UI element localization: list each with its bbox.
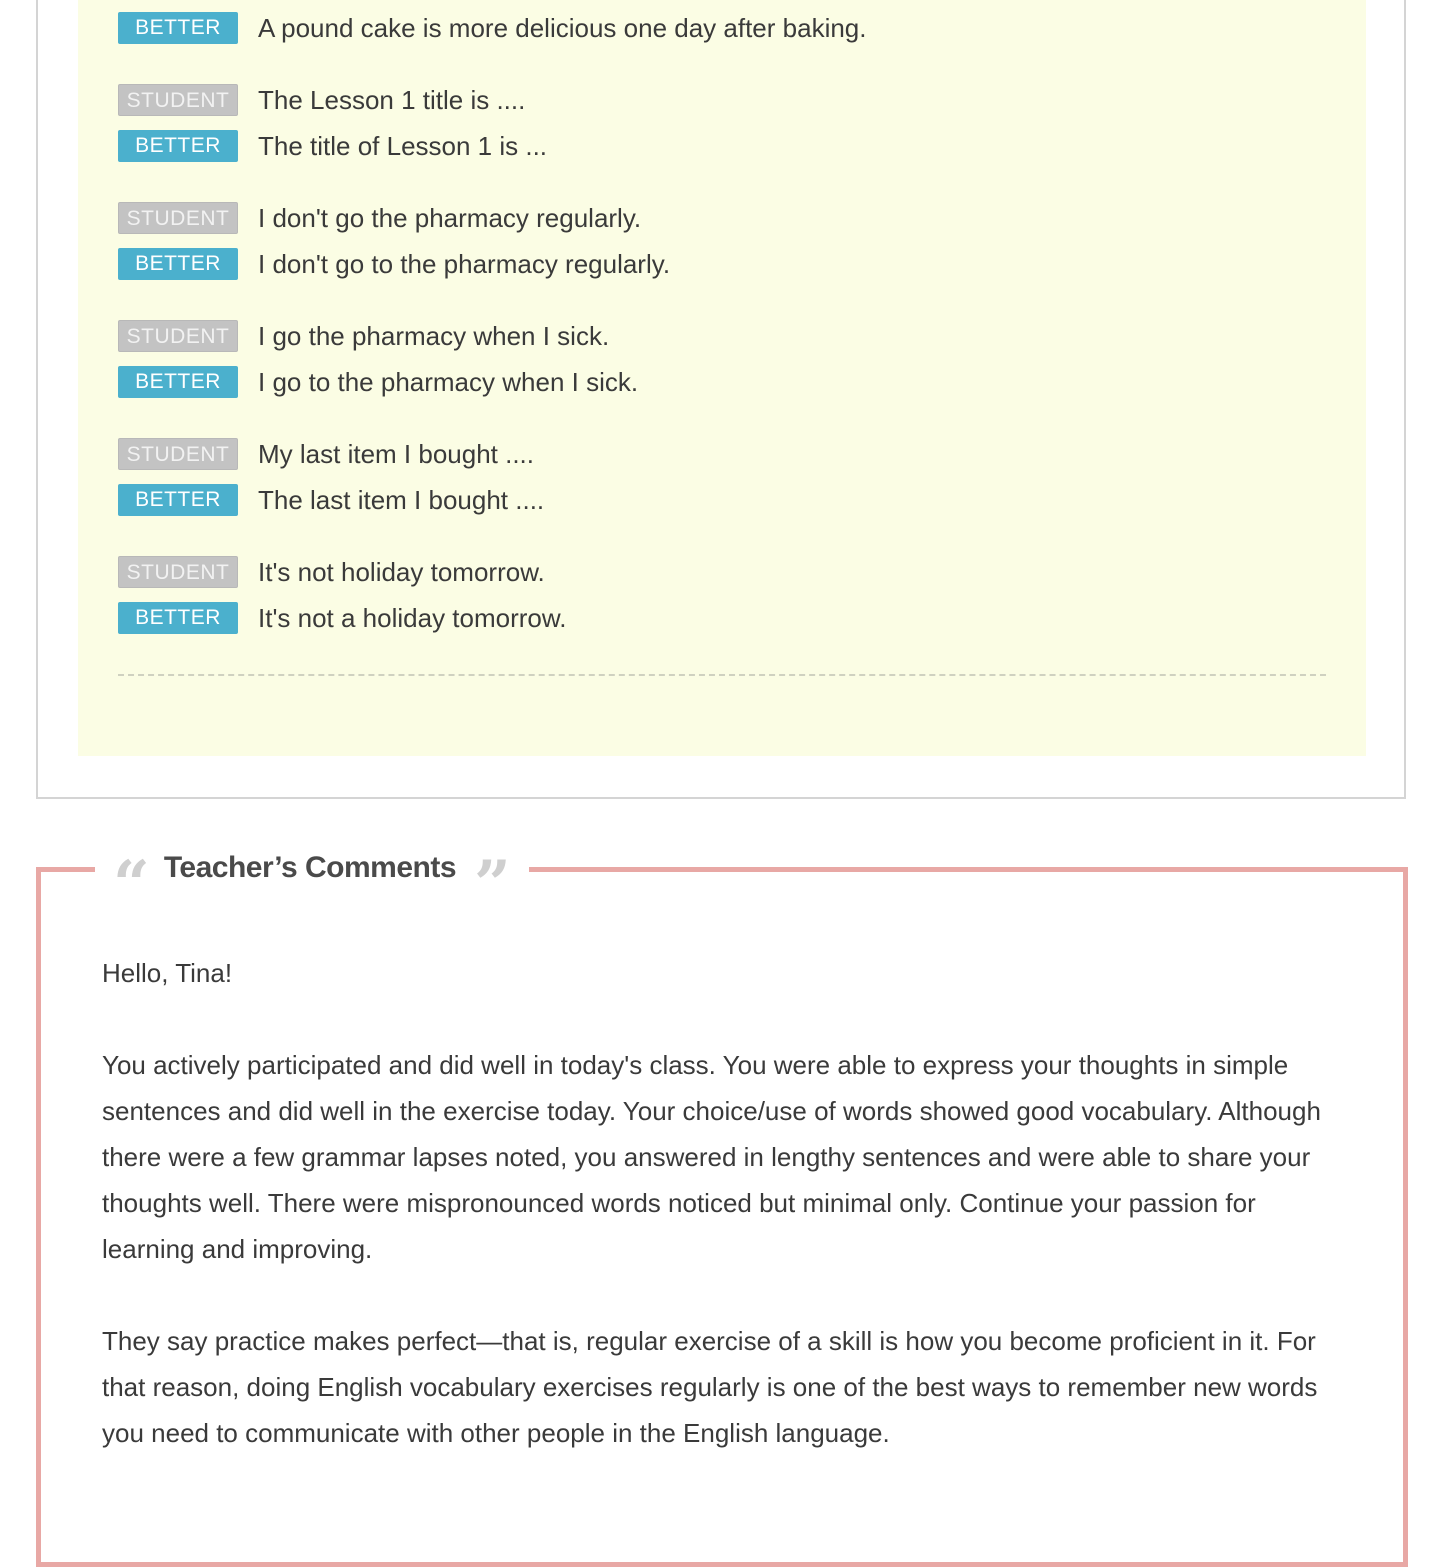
student-sentence: I go the pharmacy when I sick. <box>258 320 610 351</box>
corrections-panel <box>36 0 1406 799</box>
student-row <box>118 556 545 588</box>
student-sentence: My last item I bought .... <box>258 438 534 469</box>
better-sentence: I go to the pharmacy when I sick. <box>258 366 639 397</box>
corrections-list <box>78 0 1366 756</box>
better-badge: BETTER <box>118 366 238 398</box>
better-row <box>118 12 867 44</box>
better-sentence: A pound cake is more delicious one day after baking. <box>258 12 867 43</box>
student-row <box>118 438 534 470</box>
better-sentence: It's not a holiday tomorrow. <box>258 602 567 633</box>
comments-body <box>102 950 1352 1502</box>
close-quote-icon: ” <box>474 847 511 922</box>
student-row <box>118 84 525 116</box>
student-row <box>118 202 641 234</box>
better-sentence: The last item I bought .... <box>258 484 545 515</box>
student-badge: STUDENT <box>118 438 238 470</box>
better-badge: BETTER <box>118 484 238 516</box>
comments-greeting: Hello, Tina! <box>102 958 233 988</box>
comments-header <box>95 844 529 922</box>
better-row <box>118 248 670 280</box>
comments-title: Teacher’s Comments <box>163 851 457 884</box>
teacher-comments-panel <box>36 847 1408 1567</box>
better-row <box>118 602 566 634</box>
comments-paragraph: They say practice makes perfect—that is, regular exercise of a skill is how you become proficient in it. For that reason, doing English vocabulary exercises regularly is one of the best ways to remember new words you need to communicate with other people in the English language. <box>102 1326 1318 1448</box>
better-badge: BETTER <box>118 248 238 280</box>
better-badge: BETTER <box>118 130 238 162</box>
better-sentence: The title of Lesson 1 is ... <box>258 130 548 161</box>
student-badge: STUDENT <box>118 320 238 352</box>
better-row <box>118 366 638 398</box>
student-sentence: I don't go the pharmacy regularly. <box>258 202 642 233</box>
better-badge: BETTER <box>118 12 238 44</box>
student-row <box>118 320 609 352</box>
student-badge: STUDENT <box>118 84 238 116</box>
better-row <box>118 484 544 516</box>
student-badge: STUDENT <box>118 202 238 234</box>
comments-paragraph: You actively participated and did well in today's class. You were able to express your thoughts in simple sentences and did well in the exercise today. Your choice/use of words showed good vocabulary. Although there were a few grammar lapses noted, you answered in lengthy sentences and were able to share your thoughts well. There were mispronounced words noticed but minimal only. Continue your passion for learning and improving. <box>102 1050 1321 1264</box>
dashed-divider <box>118 674 1326 676</box>
better-row <box>118 130 547 162</box>
better-sentence: I don't go to the pharmacy regularly. <box>258 248 671 279</box>
open-quote-icon: “ <box>113 847 150 922</box>
student-badge: STUDENT <box>118 556 238 588</box>
better-badge: BETTER <box>118 602 238 634</box>
student-sentence: The Lesson 1 title is .... <box>258 84 526 115</box>
student-sentence: It's not holiday tomorrow. <box>258 556 545 587</box>
